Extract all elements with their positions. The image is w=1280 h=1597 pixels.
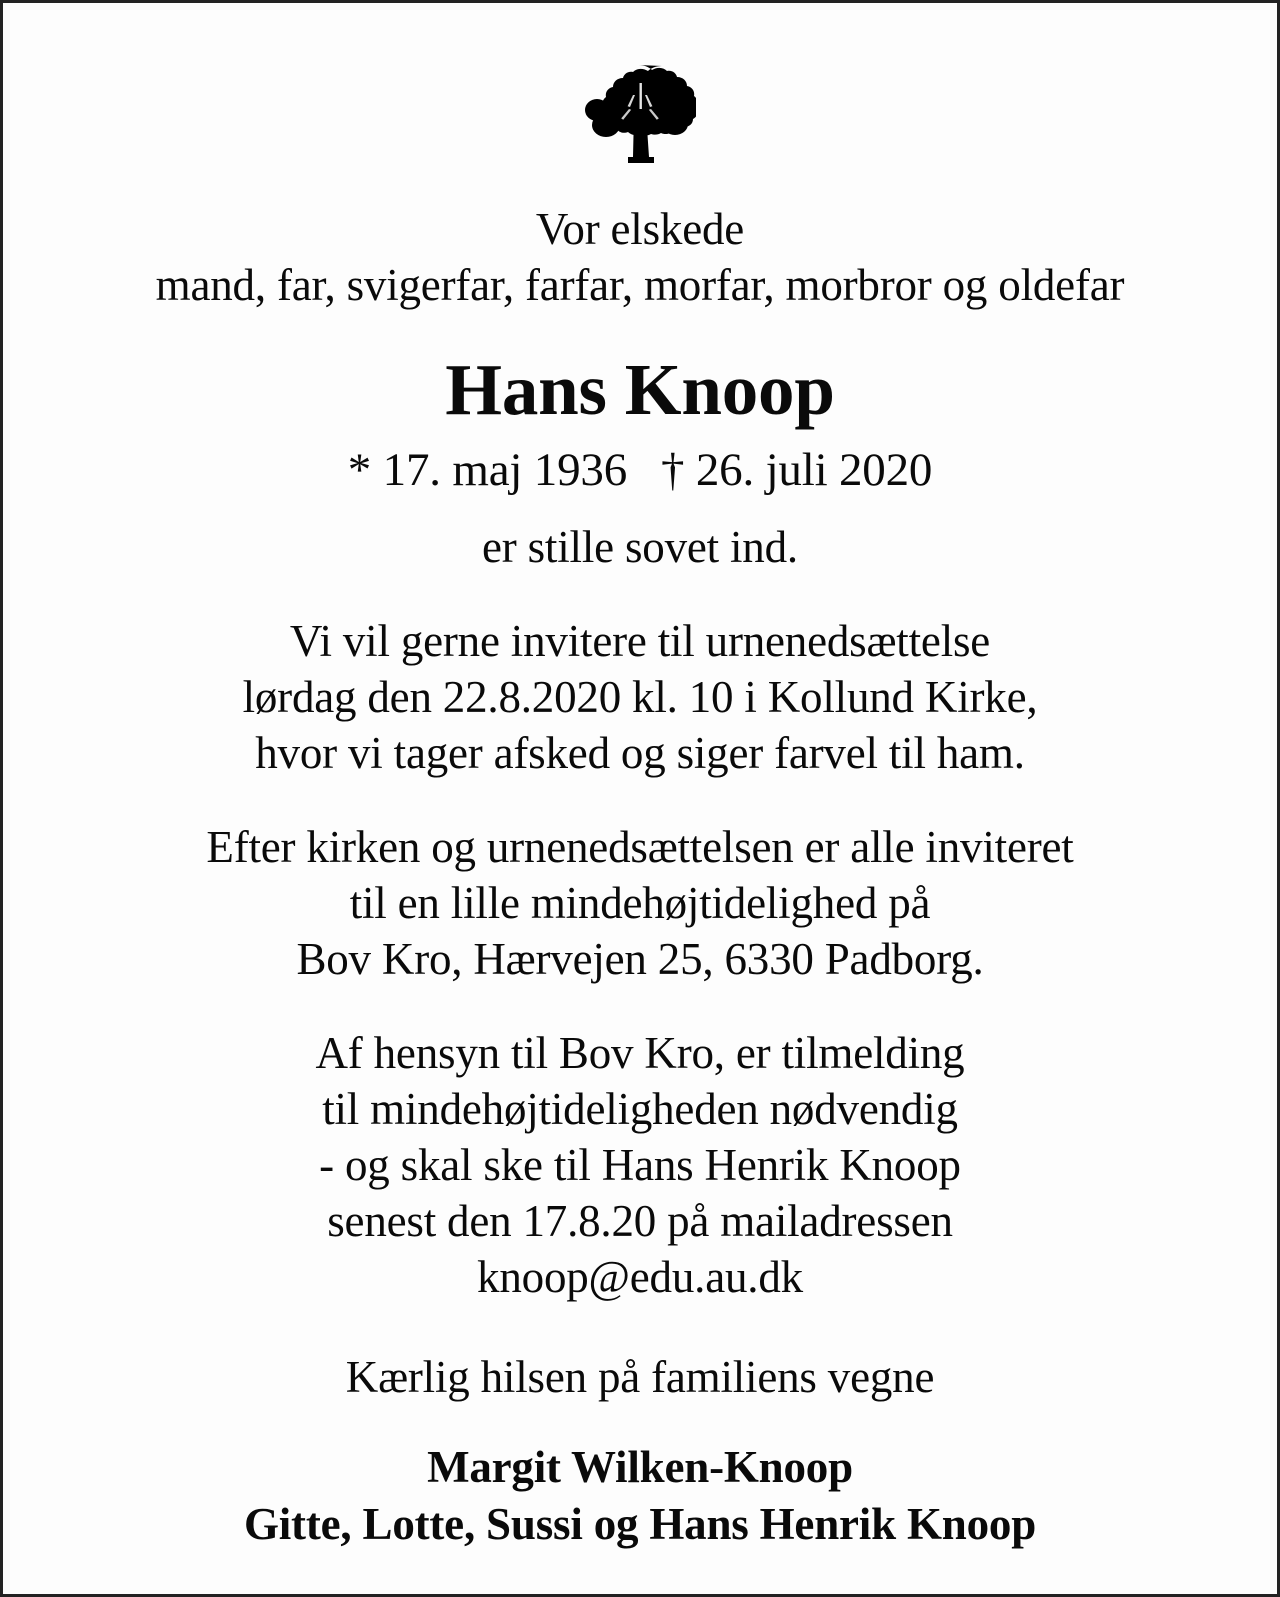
deceased-name (3, 349, 1277, 431)
paragraph-invitation (3, 613, 1277, 781)
invitation-line-3: hvor vi tager afsked og siger farvel til ham. (255, 728, 1025, 778)
rsvp-line-2: til mindehøjtideligheden nødvendig (322, 1084, 958, 1134)
paragraph-reception (3, 819, 1277, 987)
regards-text: Kærlig hilsen på familiens vegne (345, 1352, 935, 1402)
death-symbol-dagger-icon: † (661, 444, 685, 496)
invitation-line-2: lørdag den 22.8.2020 kl. 10 i Kollund Kirke, (242, 672, 1038, 722)
paragraph-rsvp (3, 1025, 1277, 1305)
invitation-line-1: Vi vil gerne invitere til urnenedsættelse (289, 616, 991, 666)
oak-tree-icon (584, 61, 696, 167)
signature-line-1: Margit Wilken-Knoop (427, 1442, 853, 1492)
rsvp-contact-person: - og skal ske til Hans Henrik Knoop (319, 1140, 961, 1190)
rsvp-line-1: Af hensyn til Bov Kro, er tilmelding (315, 1028, 965, 1078)
deceased-name-text: Hans Knoop (445, 349, 835, 430)
intro-line-2: mand, far, svigerfar, farfar, morfar, morbror og oldefar (155, 260, 1125, 310)
intro-block (3, 201, 1277, 313)
life-dates (3, 441, 1277, 499)
intro-line-1: Vor elskede (535, 204, 745, 254)
reception-line-2: til en lille mindehøjtidelighed på (349, 878, 931, 928)
reception-line-1: Efter kirken og urnenedsættelsen er alle inviteret (206, 822, 1074, 872)
passed-away-text: er stille sovet ind. (482, 522, 798, 572)
reception-venue-address: Bov Kro, Hærvejen 25, 6330 Padborg. (296, 934, 984, 984)
passed-away-line (3, 519, 1277, 575)
rsvp-deadline: senest den 17.8.20 på mailadressen (327, 1196, 953, 1246)
life-dates-line (3, 441, 1277, 499)
signature-line-2: Gitte, Lotte, Sussi og Hans Henrik Knoop (243, 1499, 1037, 1549)
death-date: 26. juli 2020 (695, 444, 933, 496)
birth-date: 17. maj 1936 (382, 444, 627, 496)
birth-symbol-asterisk-icon: * (347, 444, 372, 496)
rsvp-email-address: knoop@edu.au.dk (477, 1252, 803, 1302)
regards-block (3, 1349, 1277, 1405)
signature-block (3, 1439, 1277, 1553)
